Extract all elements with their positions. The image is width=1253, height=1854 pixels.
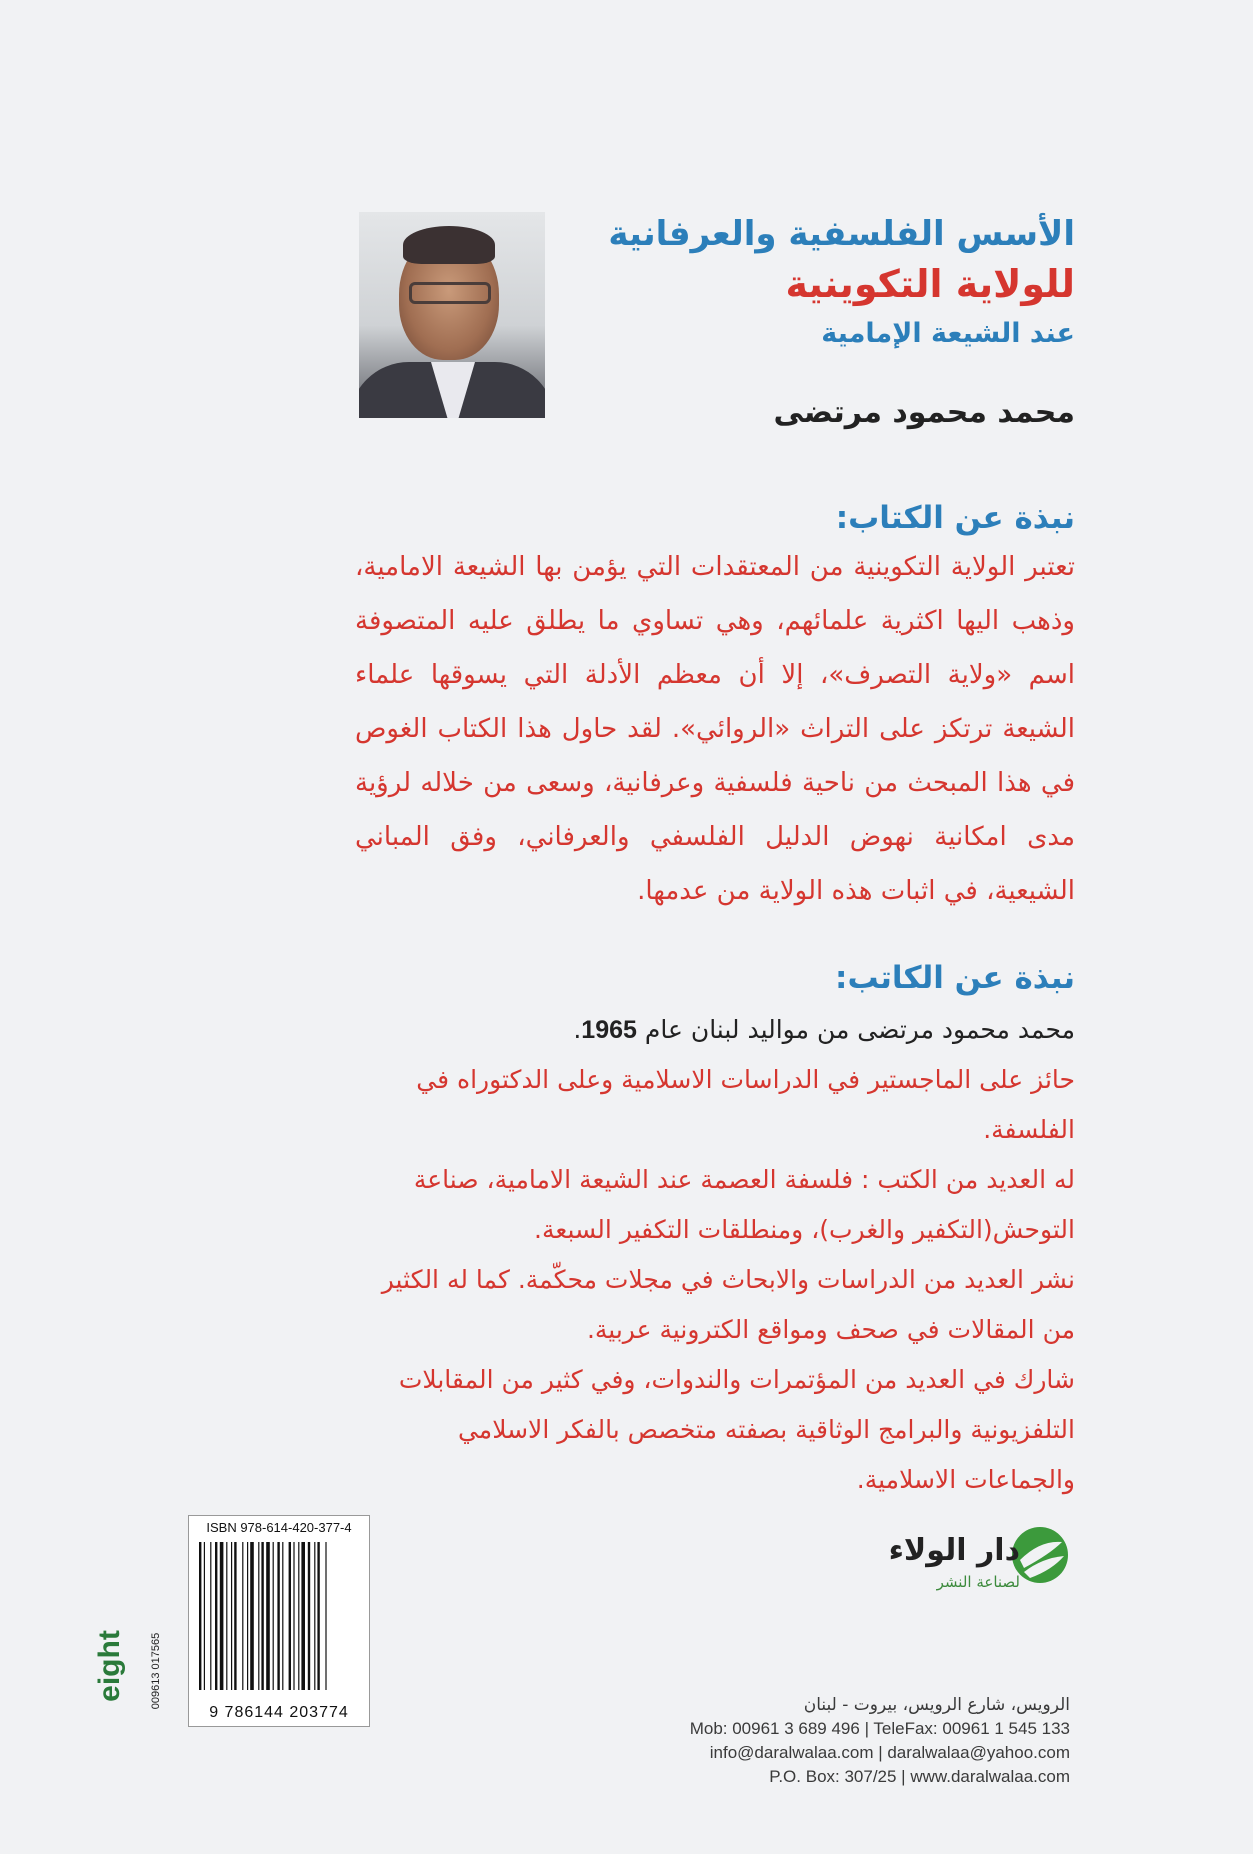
about-author-text <box>355 1005 1075 1505</box>
author-name: محمد محمود مرتضى <box>773 395 1075 430</box>
author-media: شارك في العديد من المؤتمرات والندوات، وفي كثير من المقابلات التلفزيونية والبرامج الوثاقية بصفته متخصص بالفكر الاسلامي والجماعات الاسلامية. <box>398 1365 1075 1494</box>
author-books: له العديد من الكتب : فلسفة العصمة عند الشيعة الامامية، صناعة التوحش(التكفير والغرب)، ومنطلقات التكفير السبعة. <box>413 1165 1075 1244</box>
author-birth-line: محمد محمود مرتضى من مواليد لبنان عام 1965. <box>573 1015 1075 1044</box>
publisher-phone: Mob: 00961 3 689 496 | TeleFax: 00961 1 545 133 <box>689 1719 1070 1738</box>
author-degrees: حائز على الماجستير في الدراسات الاسلامية وعلى الدكتوراه في الفلسفة. <box>416 1065 1075 1144</box>
about-author-heading: نبذة عن الكاتب: <box>835 960 1075 996</box>
book-subtitle: عند الشيعة الإمامية <box>821 318 1075 349</box>
publisher-address: الرويس، شارع الرويس، بيروت - لبنان <box>803 1695 1070 1715</box>
publisher-contact <box>690 1693 1070 1789</box>
distributor-logo-text: eight <box>92 1630 126 1702</box>
distributor-code: 009613 017565 <box>150 1632 163 1710</box>
distributor-logo <box>92 1605 163 1745</box>
about-book-text: تعتبر الولاية التكوينية من المعتقدات التي يؤمن بها الشيعة الامامية، وذهب اليها اكثرية علمائهم، وهي تساوي ما يطلق عليه المتصوفة اسم «ولاية التصرف»، إلا أن معظم الأدلة التي يسوقها علماء الشيعة ترتكز على التراث «الروائي». لقد حاول هذا الكتاب الغوص في هذا المبحث من ناحية فلسفية وعرفانية، وسعى من خلاله لرؤية مدى امكانية نهوض الدليل الفلسفي والعرفاني، وفق المباني الشيعية، في اثبات هذه الولاية من عدمها. <box>355 552 1075 906</box>
author-publications: نشر العديد من الدراسات والابحاث في مجلات محكّمة. كما له الكثير من المقالات في صحف ومواقع الكترونية عربية. <box>381 1265 1075 1344</box>
book-title-line2: للولاية التكوينية <box>785 262 1075 306</box>
publisher-tagline: لصناعة النشر <box>936 1573 1020 1591</box>
author-photo <box>359 212 545 418</box>
book-title-line1: الأسس الفلسفية والعرفانية <box>608 214 1075 254</box>
publisher-web: P.O. Box: 307/25 | www.daralwalaa.com <box>769 1767 1070 1786</box>
isbn-text: ISBN 978-614-420-377-4 <box>206 1520 352 1535</box>
publisher-email: info@daralwalaa.com | daralwalaa@yahoo.com <box>709 1743 1070 1762</box>
barcode-icon <box>195 1542 363 1694</box>
barcode-box <box>188 1515 370 1727</box>
about-book-heading: نبذة عن الكتاب: <box>835 500 1075 536</box>
barcode-digits: 9 786144 203774 <box>209 1704 349 1721</box>
publisher-name: دار الولاء <box>888 1533 1020 1568</box>
